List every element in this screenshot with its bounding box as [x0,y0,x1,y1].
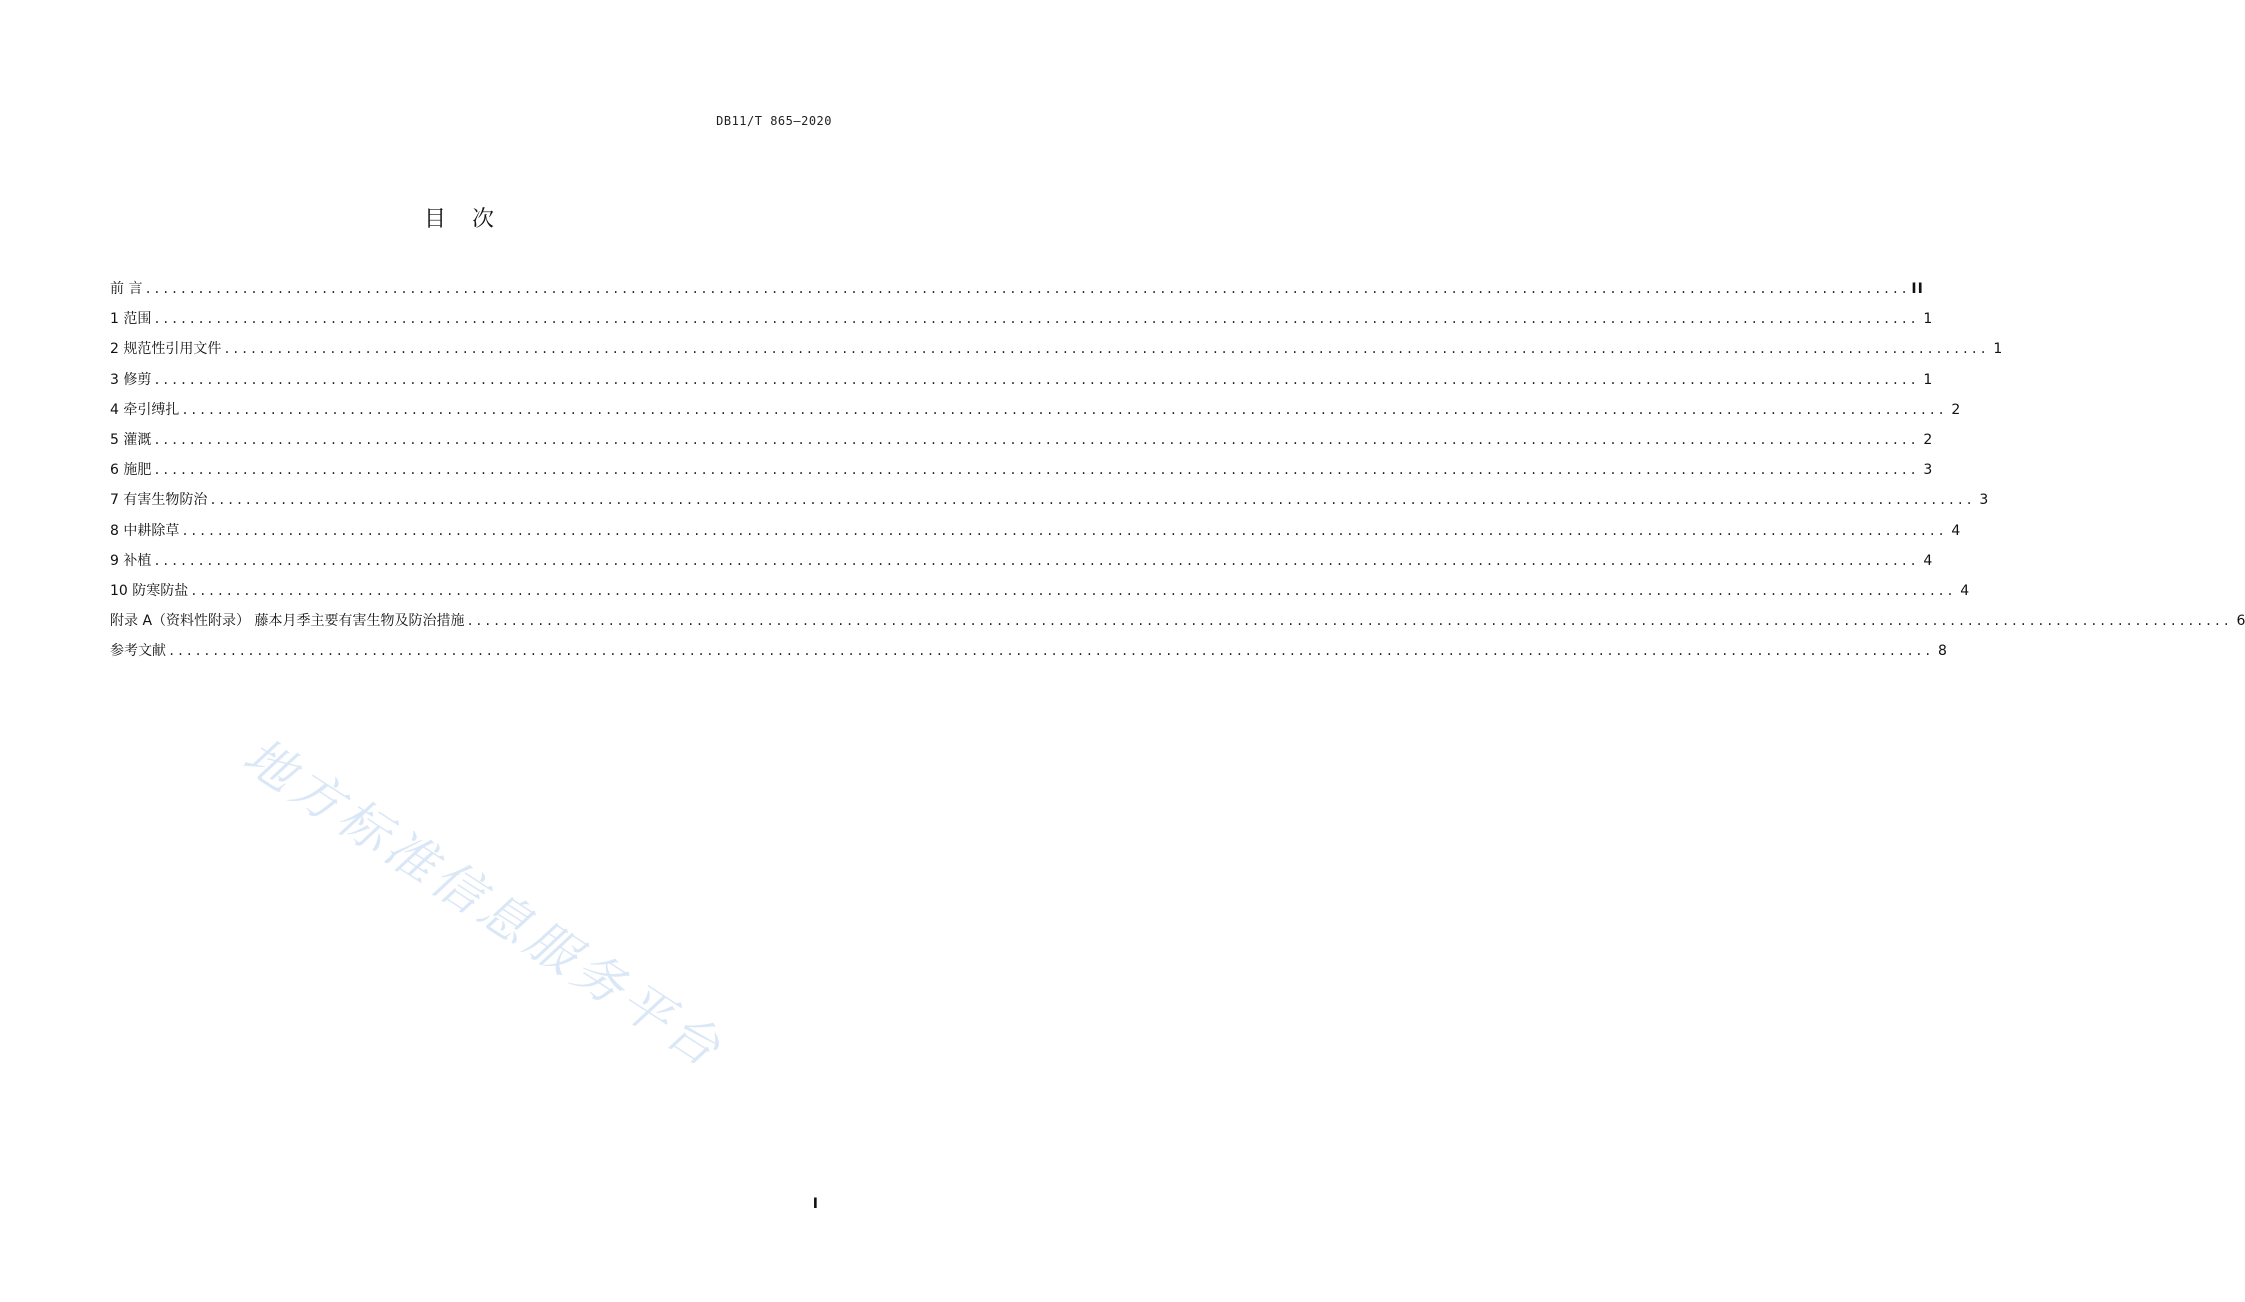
toc-entry-label: 7 有害生物防治 [110,492,208,509]
dot-leader: ........................................................................................................................................................................................................ [223,342,1989,357]
toc-entry-page: 1 [1923,311,1933,328]
toc-entry-label: 9 补植 [110,552,152,569]
dot-leader: ........................................................................................................................................................................................................ [466,614,2232,629]
toc-entry-page: II [1911,281,1924,297]
page-number: I [812,1196,818,1212]
toc-entry-label: 附录 A（资料性附录） 藤本月季主要有害生物及防治措施 [110,613,465,630]
toc-entry-label: 8 中耕除草 [110,522,180,539]
toc-entry-7[interactable] [110,489,1989,519]
toc-entry-foreword[interactable] [110,278,1924,308]
dot-leader: ........................................................................................................................................................................................................ [153,432,1919,447]
toc-entry-page: 3 [1979,492,1989,509]
toc-entry-8[interactable] [110,520,1961,550]
dot-leader: ........................................................................................................................................................................................................ [190,583,1956,598]
dot-leader: ........................................................................................................................................................................................................ [153,372,1919,387]
dot-leader: ........................................................................................................................................................................................................ [144,282,1910,296]
dot-leader: ........................................................................................................................................................................................................ [209,493,1975,508]
toc-entry-page: 1 [1923,371,1933,388]
dot-leader: ........................................................................................................................................................................................................ [168,644,1933,659]
page-title: 目 次 [423,207,496,232]
toc-entry-label: 参考文献 [110,643,166,660]
toc-entry-page: 4 [1951,522,1961,539]
dot-leader: ........................................................................................................................................................................................................ [181,523,1947,538]
toc-entry-label: 前 言 [110,281,143,297]
toc-entry-appendix-a[interactable] [110,610,2245,640]
toc-entry-label: 4 牵引缚扎 [110,401,180,418]
toc-entry-page: 2 [1951,401,1961,418]
toc-entry-label: 10 防寒防盐 [110,582,189,599]
dot-leader: ........................................................................................................................................................................................................ [181,402,1947,417]
toc-entry-page: 4 [1923,552,1933,569]
toc-entry-label: 2 规范性引用文件 [110,341,222,358]
toc-entry-2[interactable] [110,338,2003,368]
document-code: DB11/T 865—2020 [716,114,832,128]
toc-entry-3[interactable] [110,369,1933,399]
toc-entry-label: 1 范围 [110,311,152,328]
table-of-contents [110,278,2245,670]
toc-entry-label: 6 施肥 [110,462,152,479]
toc-entry-page: 1 [1993,341,2003,358]
toc-entry-page: 2 [1923,431,1933,448]
toc-entry-6[interactable] [110,459,1933,489]
toc-entry-label: 5 灌溉 [110,431,152,448]
toc-entry-4[interactable] [110,399,1961,429]
toc-entry-label: 3 修剪 [110,371,152,388]
dot-leader: ........................................................................................................................................................................................................ [153,463,1919,478]
toc-entry-references[interactable] [110,640,1947,670]
dot-leader: ........................................................................................................................................................................................................ [153,312,1919,327]
toc-entry-page: 4 [1960,582,1970,599]
toc-entry-page: 6 [2236,613,2245,630]
toc-entry-page: 8 [1938,643,1947,660]
toc-entry-page: 3 [1923,462,1933,479]
toc-entry-10[interactable] [110,580,1970,610]
toc-entry-1[interactable] [110,308,1933,338]
watermark: 地方标准信息服务平台 [233,726,735,1081]
toc-entry-5[interactable] [110,429,1933,459]
toc-entry-9[interactable] [110,550,1933,580]
dot-leader: ........................................................................................................................................................................................................ [153,553,1919,568]
